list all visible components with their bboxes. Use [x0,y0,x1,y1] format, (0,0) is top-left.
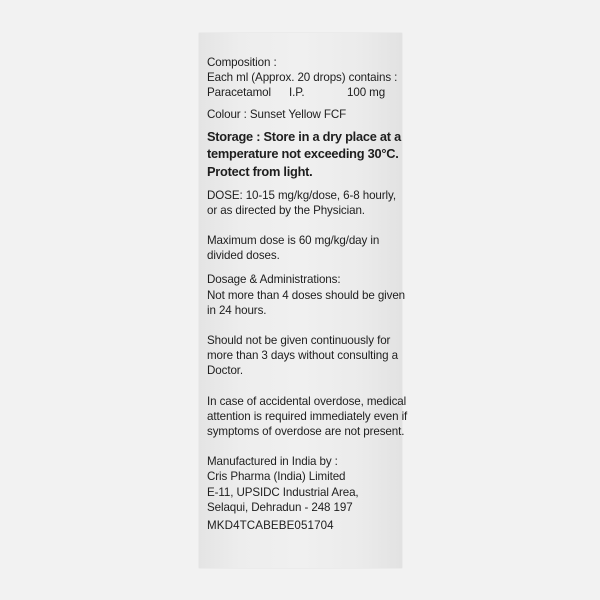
max-dose-line-1: Maximum dose is 60 mg/kg/day in [207,234,380,247]
dose-line-1: DOSE: 10-15 mg/kg/dose, 6-8 hourly, [207,188,396,202]
composition-section [207,55,399,122]
overdose-warning-line-2: attention is required immediately even if [207,409,408,423]
ingredient-name: Paracetamol [207,86,271,100]
administration-line-1: Not more than 4 doses should be given [207,288,406,302]
colour-text: Colour : Sunset Yellow FCF [207,107,347,121]
ingredient-row [207,85,399,100]
ingredient-standard: I.P. [289,86,305,100]
continuous-warning-line-2: more than 3 days without consulting a [207,349,398,363]
dose-line-2: or as directed by the Physician. [207,203,365,217]
manufacturer-address-2: Selaqui, Dehradun - 248 197 [207,500,353,514]
manufacturer-heading: Manufactured in India by : [207,455,338,469]
administration-section [207,272,406,318]
manufacturer-name: Cris Pharma (India) Limited [207,470,346,484]
manufacturer-section [207,454,399,515]
administration-heading: Dosage & Administrations: [207,273,341,287]
ingredient-quantity: 100 mg [347,86,386,100]
continuous-warning-line-3: Doctor. [207,364,244,378]
storage-line-2: temperature not exceeding 30°C. [207,146,399,162]
manufacturer-address-1: E-11, UPSIDC Industrial Area, [207,485,359,499]
composition-each-ml: Each ml (Approx. 20 drops) contains : [207,71,398,85]
overdose-warning-line-3: symptoms of overdose are not present. [207,425,405,439]
label-text-content [207,55,408,533]
continuous-warning-line-1: Should not be given continuously for [207,334,391,348]
storage-line-3: Protect from light. [207,164,313,179]
medicine-label-panel [199,33,408,568]
max-dose-section [207,233,399,263]
batch-code: MKD4TCABEBE051704 [207,519,334,533]
composition-heading: Composition : [207,56,277,69]
storage-section [207,128,399,181]
dose-section [207,188,399,218]
storage-line-1: Storage : Store in a dry place at a [207,128,401,144]
overdose-warning-line-1: In case of accidental overdose, medical [207,394,407,408]
max-dose-line-2: divided doses. [207,249,280,263]
overdose-warning [207,394,408,440]
continuous-use-warning [207,333,399,379]
administration-line-2: in 24 hours. [207,303,267,317]
